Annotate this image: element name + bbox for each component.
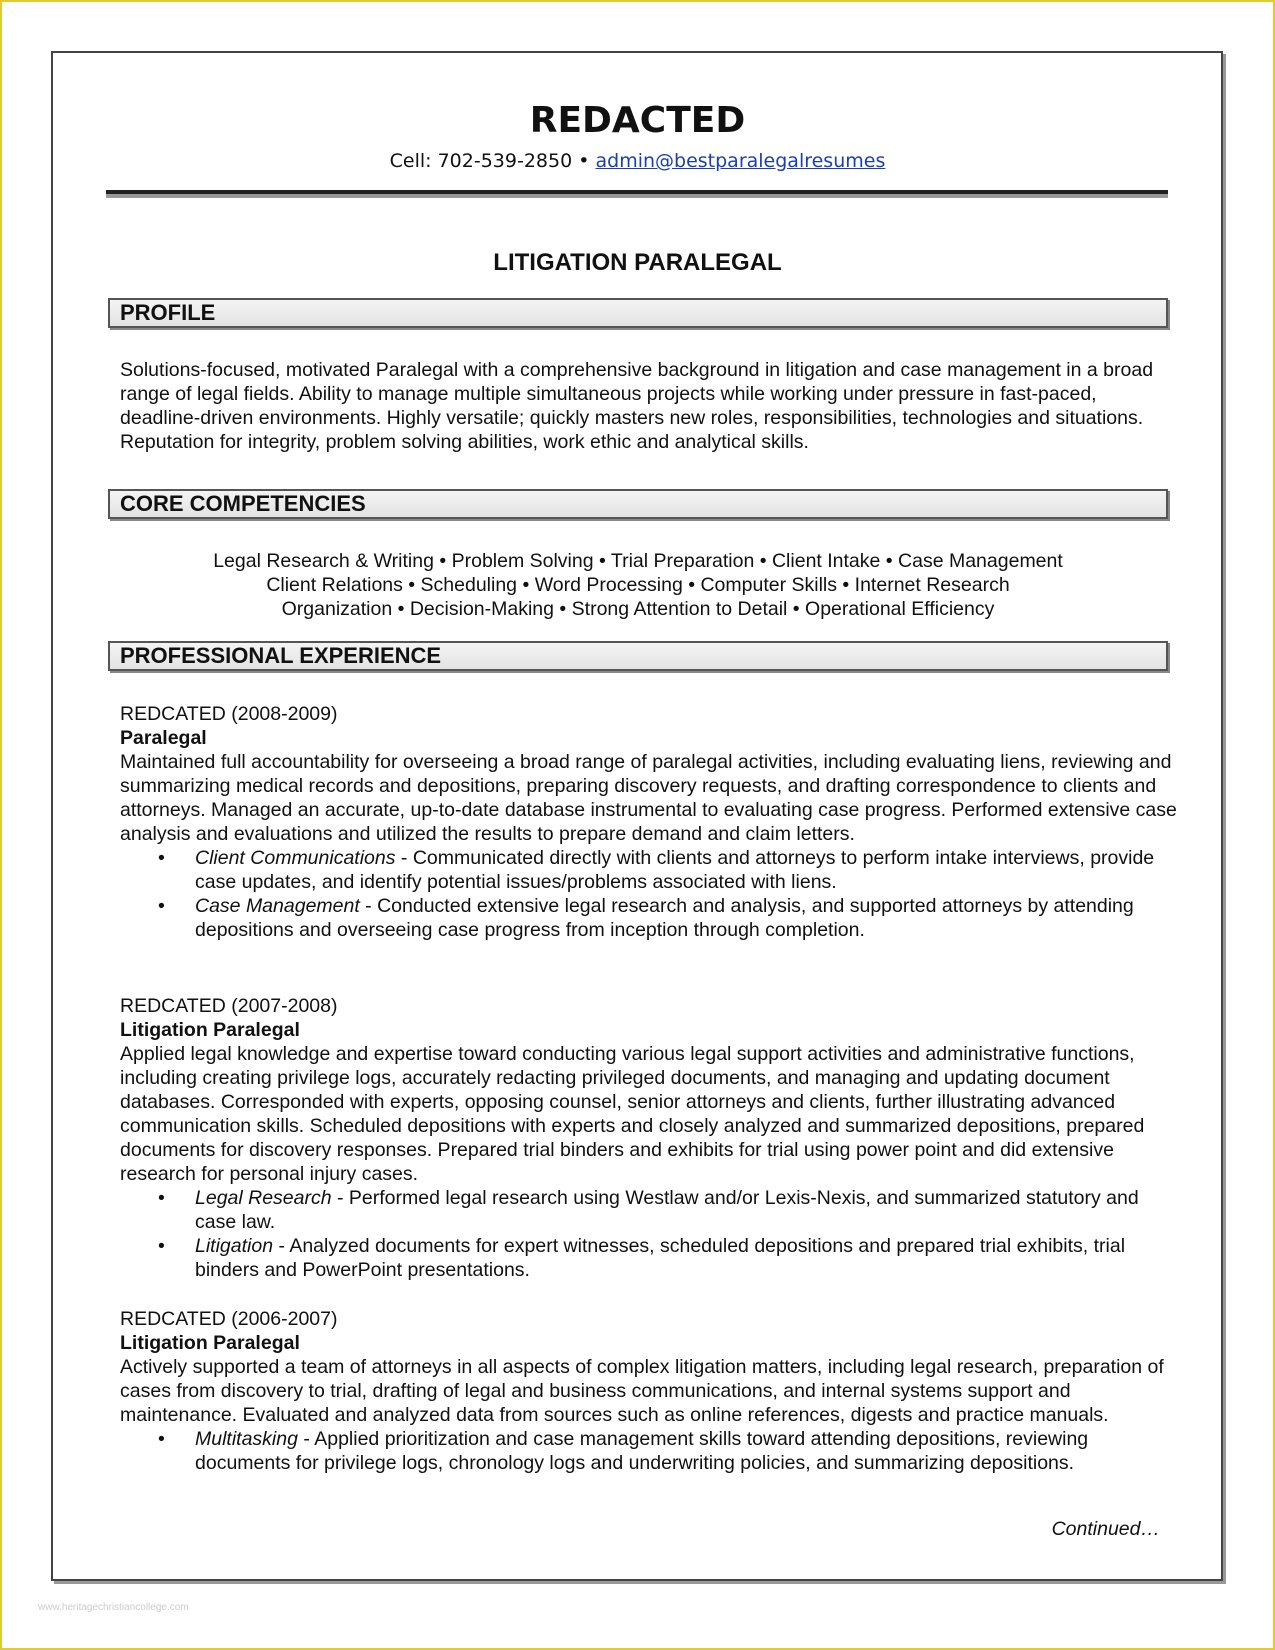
job-company: REDCATED (2006-2007) xyxy=(120,1308,338,1330)
bullet-icon: • xyxy=(158,1187,165,1209)
job-bullet xyxy=(120,1234,1180,1282)
bullet-icon: • xyxy=(158,847,165,869)
job-entry xyxy=(120,1307,1180,1475)
candidate-name: REDACTED xyxy=(529,100,746,141)
document-title: LITIGATION PARALEGAL xyxy=(493,249,782,276)
bullet-text: - Communicated directly with clients and attorneys to perform intake interviews, provide case updates, and identify potential issues/problems associated with liens. xyxy=(195,847,1155,893)
job-role: Paralegal xyxy=(120,727,207,749)
header-divider xyxy=(106,190,1168,198)
bullet-term: Case Management xyxy=(195,895,360,917)
job-company: REDCATED (2007-2008) xyxy=(120,995,338,1017)
section-heading-experience: PROFESSIONAL EXPERIENCE xyxy=(108,641,1168,671)
job-bullet xyxy=(120,894,1180,942)
job-role: Litigation Paralegal xyxy=(120,1332,300,1354)
job-role: Litigation Paralegal xyxy=(120,1019,300,1041)
job-company: REDCATED (2008-2009) xyxy=(120,703,338,725)
watermark: www.heritagechristiancollege.com xyxy=(38,1602,189,1613)
job-bullets xyxy=(120,1427,1180,1475)
bullet-text: - Applied prioritization and case management skills toward attending depositions, reviewing documents for privilege logs, chronology logs and underwriting policies, and summarizing depositions. xyxy=(195,1428,1089,1474)
section-heading-profile: PROFILE xyxy=(108,298,1168,328)
job-entry xyxy=(120,702,1180,942)
bullet-term: Multitasking xyxy=(195,1428,298,1450)
contact-line xyxy=(0,150,1275,172)
bullet-term: Litigation xyxy=(195,1235,274,1257)
job-entry xyxy=(120,994,1180,1282)
job-description: Actively supported a team of attorneys in all aspects of complex litigation matters, including legal research, preparation of cases from discovery to trial, drafting of legal and business communications, and internal systems support and maintenance. Evaluated and analyzed data from sources such as online references, digests and practice manuals. xyxy=(120,1356,1164,1426)
job-description: Maintained full accountability for overseeing a broad range of paralegal activities, including evaluating liens, reviewing and summarizing medical records and depositions, preparing discovery requests, and drafting correspondence to clients and attorneys. Managed an accurate, up-to-date database instrumental to evaluating case progress. Performed extensive case analysis and evaluations and utilized the results to prepare demand and claim letters. xyxy=(120,751,1177,845)
competencies-line: Legal Research & Writing • Problem Solving • Trial Preparation • Client Intake • Case Management xyxy=(213,550,1063,572)
bullet-text: - Analyzed documents for expert witnesses, scheduled depositions and prepared trial exhibits, trial binders and PowerPoint presentations. xyxy=(195,1235,1126,1281)
continued-note: Continued… xyxy=(1051,1518,1160,1540)
section-heading-competencies: CORE COMPETENCIES xyxy=(108,489,1168,519)
bullet-term: Client Communications xyxy=(195,847,396,869)
bullet-icon: • xyxy=(158,895,165,917)
profile-text: Solutions-focused, motivated Paralegal with a comprehensive background in litigation and case management in a broad range of legal fields. Ability to manage multiple simultaneous projects while working under pressure in fast-paced, deadline-driven environments. Highly versatile; quickly masters new roles, responsibilities, technologies and situations. Reputation for integrity, problem solving abilities, work ethic and analytical skills. xyxy=(120,359,1154,453)
job-bullet xyxy=(120,846,1180,894)
bullet-icon: • xyxy=(158,1235,165,1257)
job-bullet xyxy=(120,1186,1180,1234)
competencies-line: Client Relations • Scheduling • Word Processing • Computer Skills • Internet Research xyxy=(266,574,1010,596)
job-bullets xyxy=(120,1186,1180,1282)
job-description: Applied legal knowledge and expertise toward conducting various legal support activities and administrative functions, including creating privilege logs, accurately redacting privileged documents, and managing and updating document databases. Corresponded with experts, opposing counsel, senior attorneys and clients, further illustrating advanced communication skills. Scheduled depositions with experts and closely analyzed and summarized depositions, prepared documents for discovery responses. Prepared trial binders and exhibits for trial using power point and did extensive research for personal injury cases. xyxy=(120,1043,1145,1185)
bullet-icon: • xyxy=(158,1428,165,1450)
email-link[interactable]: admin@bestparalegalresumes xyxy=(595,150,886,172)
bullet-text: - Conducted extensive legal research and analysis, and supported attorneys by attending depositions and overseeing case progress from inception through completion. xyxy=(195,895,1134,941)
job-bullet xyxy=(120,1427,1180,1475)
job-bullets xyxy=(120,846,1180,942)
competencies-line: Organization • Decision-Making • Strong Attention to Detail • Operational Efficiency xyxy=(281,598,995,620)
competencies-list xyxy=(108,549,1168,621)
bullet-term: Legal Research xyxy=(195,1187,332,1209)
cell-phone: Cell: 702-539-2850 • xyxy=(389,150,596,172)
bullet-text: - Performed legal research using Westlaw and/or Lexis-Nexis, and summarized statutory and case law. xyxy=(195,1187,1139,1233)
